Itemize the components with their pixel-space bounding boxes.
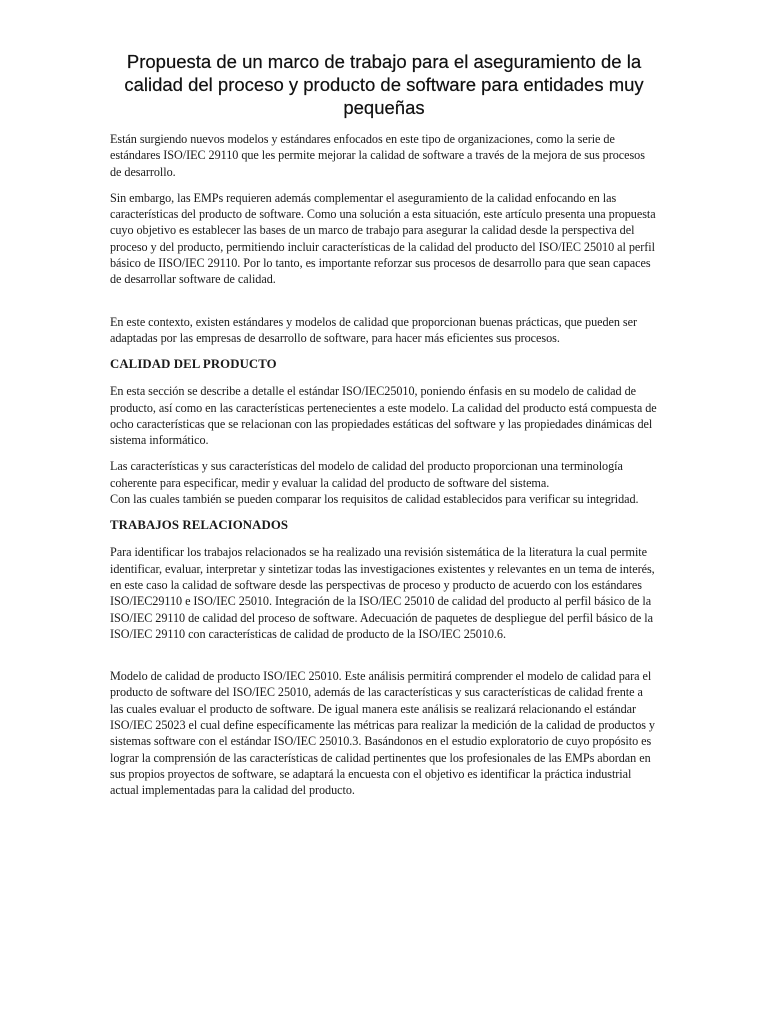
iso25010-paragraph: En esta sección se describe a detalle el estándar ISO/IEC25010, poniendo énfasis en su modelo de calidad de producto, así como en las características pertenecientes a este modelo. La calidad del producto está compuesta de ocho características que se relacionan con las propiedades estáticas del software y las propiedades dinámicas del sistema informático. xyxy=(110,384,657,448)
characteristics-text: Las características y sus características del modelo de calidad del producto proporcionan una terminología coherente para especificar, medir y evaluar la calidad del producto de software del sistema. xyxy=(110,459,623,490)
related-work-paragraph: Para identificar los trabajos relacionados se ha realizado una revisión sistemática de la literatura la cual permite identificar, evaluar, interpretar y sintetizar todas las investigaciones existentes y relevantes en un tema de interés, en este caso la calidad de software desde las perspectivas de proceso y producto de acuerdo con los estándares ISO/IEC29110 e ISO/IEC 25010. Integración de la ISO/IEC 25010 de calidad del producto al perfil básico de la ISO/IEC 29110 de calidad del proceso de software. Adecuación de paquetes de despliegue del perfil básico de la ISO/IEC 29110 con características de calidad de producto de la ISO/IEC 25010.6. xyxy=(110,545,655,641)
requirements-text: Con las cuales también se pueden comparar los requisitos de calidad establecidos para verificar su integridad. xyxy=(110,492,639,507)
section-heading-calidad-producto: CALIDAD DEL PRODUCTO xyxy=(110,357,277,372)
context-paragraph: En este contexto, existen estándares y modelos de calidad que proporcionan buenas prácticas, que pueden ser adaptadas por las empresas de desarrollo de software, para hacer más eficientes sus procesos. xyxy=(110,314,637,345)
emps-paragraph: Sin embargo, las EMPs requieren además complementar el aseguramiento de la calidad enfocando en las características del producto de software. Como una solución a esta situación, este artículo presenta una propuesta cuyo objetivo es establecer las bases de un marco de trabajo para asegurar la calidad desde la perspectiva del proceso y del producto, permitiendo incluir características de la calidad del producto del ISO/IEC 25010 al perfil básico de IISO/IEC 29110. Por lo tanto, es importante reforzar sus procesos de desarrollo para que sean capaces de desarrollar software de calidad. xyxy=(110,190,656,287)
section-heading-trabajos-relacionados: TRABAJOS RELACIONADOS xyxy=(110,518,289,533)
characteristics-paragraph xyxy=(110,458,658,507)
quality-model-paragraph: Modelo de calidad de producto ISO/IEC 25010. Este análisis permitirá comprender el modelo de calidad para el producto de software del ISO/IEC 25010, además de las características y sus características de calidad frente a las cuales evaluar el producto de software. De igual manera este análisis se realizará relacionando el estándar ISO/IEC 25023 el cual define específicamente las métricas para realizar la medición de la calidad de productos y sistemas software con el estándar ISO/IEC 25010.3. Basándonos en el estudio exploratorio de cuyo propósito es lograr la comprensión de las características de calidad pertinentes que los profesionales de las EMPs abordan en sus propios proyectos de software, se adaptará la encuesta con el objetivo es identificar la práctica industrial actual implementadas para la calidad del producto. xyxy=(110,669,655,798)
document-title: Propuesta de un marco de trabajo para el aseguramiento de la calidad del proceso y producto de software para entidades muy pequeñas xyxy=(124,51,644,118)
intro-paragraph: Están surgiendo nuevos modelos y estándares enfocados en este tipo de organizaciones, como la serie de estándares ISO/IEC 29110 que les permite mejorar la calidad de software a través de la mejora de sus procesos de desarrollo. xyxy=(110,132,645,179)
document-page xyxy=(110,50,658,809)
